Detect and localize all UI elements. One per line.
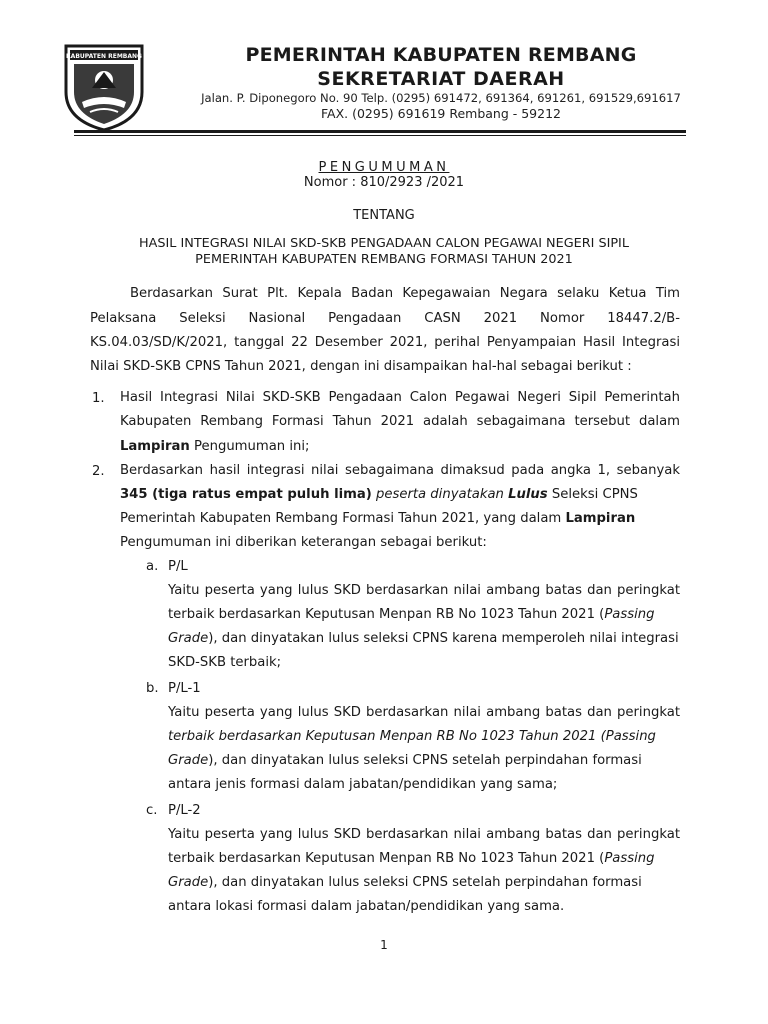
item1-line3 xyxy=(120,440,309,453)
subitem-c-line1: Yaitu peserta yang lulus SKD berdasarkan nilai ambang batas dan peringkat xyxy=(168,827,680,842)
graduate-count-bold: 345 (tiga ratus empat puluh lima) xyxy=(120,487,372,502)
subitem-c-line4: antara lokasi formasi dalam jabatan/pendidikan yang sama. xyxy=(168,899,565,914)
item1-number: 1. xyxy=(92,391,105,406)
subitem-c-code: P/L-2 xyxy=(168,803,201,818)
subitem-c-line2 xyxy=(168,852,654,865)
item2-number: 2. xyxy=(92,464,105,479)
intro-line1: Berdasarkan Surat Plt. Kepala Badan Kepegawaian Negara selaku Ketua Tim xyxy=(130,286,680,301)
letterhead-government-name: PEMERINTAH KABUPATEN REMBANG xyxy=(245,44,637,66)
subitem-a-passing: Passing xyxy=(604,607,655,622)
subitem-c-line3-text: ), dan dinyatakan lulus seleksi CPNS setelah perpindahan formasi xyxy=(208,875,642,890)
subitem-b-line3-text: ), dan dinyatakan lulus seleksi CPNS setelah perpindahan formasi xyxy=(208,753,642,768)
page-number: 1 xyxy=(380,938,388,952)
subitem-c-passing: Passing xyxy=(604,851,655,866)
subitem-b-passing: Passing xyxy=(605,729,656,744)
subitem-a-line2-text: terbaik berdasarkan Keputusan Menpan RB No 1023 Tahun 2021 ( xyxy=(168,607,605,622)
lampiran-bold: Lampiran xyxy=(120,439,190,454)
regency-emblem-logo xyxy=(62,42,146,132)
announcement-about-label: TENTANG xyxy=(353,208,415,223)
letterhead-office-name: SEKRETARIAT DAERAH xyxy=(317,68,565,90)
item2-line1: Berdasarkan hasil integrasi nilai sebagaimana dimaksud pada angka 1, sebanyak xyxy=(120,463,680,478)
logo-text: KABUPATEN REMBANG xyxy=(66,53,142,60)
subitem-b-line3 xyxy=(168,754,642,767)
intro-line4: Nilai SKD-SKB CPNS Tahun 2021, dengan ini disampaikan hal-hal sebagai berikut : xyxy=(90,359,632,374)
announcement-title: PENGUMUMAN xyxy=(318,160,450,175)
intro-line3: KS.04.03/SD/K/2021, tanggal 22 Desember 2021, perihal Penyampaian Hasil Integrasi xyxy=(90,335,680,350)
item2-line2 xyxy=(120,488,638,501)
lampiran-bold-2: Lampiran xyxy=(565,511,636,526)
subitem-c-line2-text: terbaik berdasarkan Keputusan Menpan RB No 1023 Tahun 2021 ( xyxy=(168,851,605,866)
intro-line2: Pelaksana Seleksi Nasional Pengadaan CASN 2021 Nomor 18447.2/B- xyxy=(90,311,680,326)
letterhead-divider-thin xyxy=(74,135,686,136)
item1-line1: Hasil Integrasi Nilai SKD-SKB Pengadaan Calon Pegawai Negeri Sipil Pemerintah xyxy=(120,390,680,405)
item2-line3-text: Pemerintah Kabupaten Rembang Formasi Tahun 2021, yang dalam xyxy=(120,511,566,526)
letterhead-address: Jalan. P. Diponegoro No. 90 Telp. (0295) 691472, 691364, 691261, 691529,691617 xyxy=(201,91,681,105)
subitem-b-line2-text: terbaik berdasarkan Keputusan Menpan RB No 1023 Tahun 2021 ( xyxy=(168,729,606,744)
item2-line2-rest: Seleksi CPNS xyxy=(547,487,638,502)
subitem-a-line2 xyxy=(168,608,654,621)
subitem-a-line1: Yaitu peserta yang lulus SKD berdasarkan nilai ambang batas dan peringkat xyxy=(168,583,680,598)
subitem-a-line3 xyxy=(168,632,679,645)
subitem-b-line1: Yaitu peserta yang lulus SKD berdasarkan nilai ambang batas dan peringkat xyxy=(168,705,680,720)
letterhead-divider-thick xyxy=(74,130,686,133)
subitem-a-line4: SKD-SKB terbaik; xyxy=(168,655,282,670)
subitem-b-grade: Grade xyxy=(168,753,209,768)
item1-line2: Kabupaten Rembang Formasi Tahun 2021 adalah sebagaimana tersebut dalam xyxy=(120,414,680,429)
item2-line2-mid: peserta dinyatakan xyxy=(371,487,509,502)
announcement-number: Nomor : 810/2923 /2021 xyxy=(303,175,465,190)
announcement-subject-line1: HASIL INTEGRASI NILAI SKD-SKB PENGADAAN CALON PEGAWAI NEGERI SIPIL xyxy=(139,236,629,251)
subitem-b-code: P/L-1 xyxy=(168,681,201,696)
subitem-a-code: P/L xyxy=(168,559,188,574)
item2-line3 xyxy=(120,512,635,525)
announcement-subject-line2: PEMERINTAH KABUPATEN REMBANG FORMASI TAHUN 2021 xyxy=(195,252,573,267)
lulus-bold: Lulus xyxy=(508,487,548,502)
subitem-b-line2 xyxy=(168,730,656,743)
subitem-a-grade: Grade xyxy=(168,631,209,646)
item2-line4: Pengumuman ini diberikan keterangan sebagai berikut: xyxy=(120,535,487,550)
subitem-b-line4: antara jenis formasi dalam jabatan/pendidikan yang sama; xyxy=(168,777,558,792)
item1-line3-rest: Pengumuman ini; xyxy=(189,439,310,454)
subitem-c-line3 xyxy=(168,876,642,889)
subitem-a-line3-text: ), dan dinyatakan lulus seleksi CPNS karena memperoleh nilai integrasi xyxy=(208,631,679,646)
subitem-c-grade: Grade xyxy=(168,875,209,890)
subitem-c-letter: c. xyxy=(146,803,158,818)
subitem-b-letter: b. xyxy=(146,681,159,696)
subitem-a-letter: a. xyxy=(146,559,159,574)
letterhead-fax: FAX. (0295) 691619 Rembang - 59212 xyxy=(321,106,561,121)
